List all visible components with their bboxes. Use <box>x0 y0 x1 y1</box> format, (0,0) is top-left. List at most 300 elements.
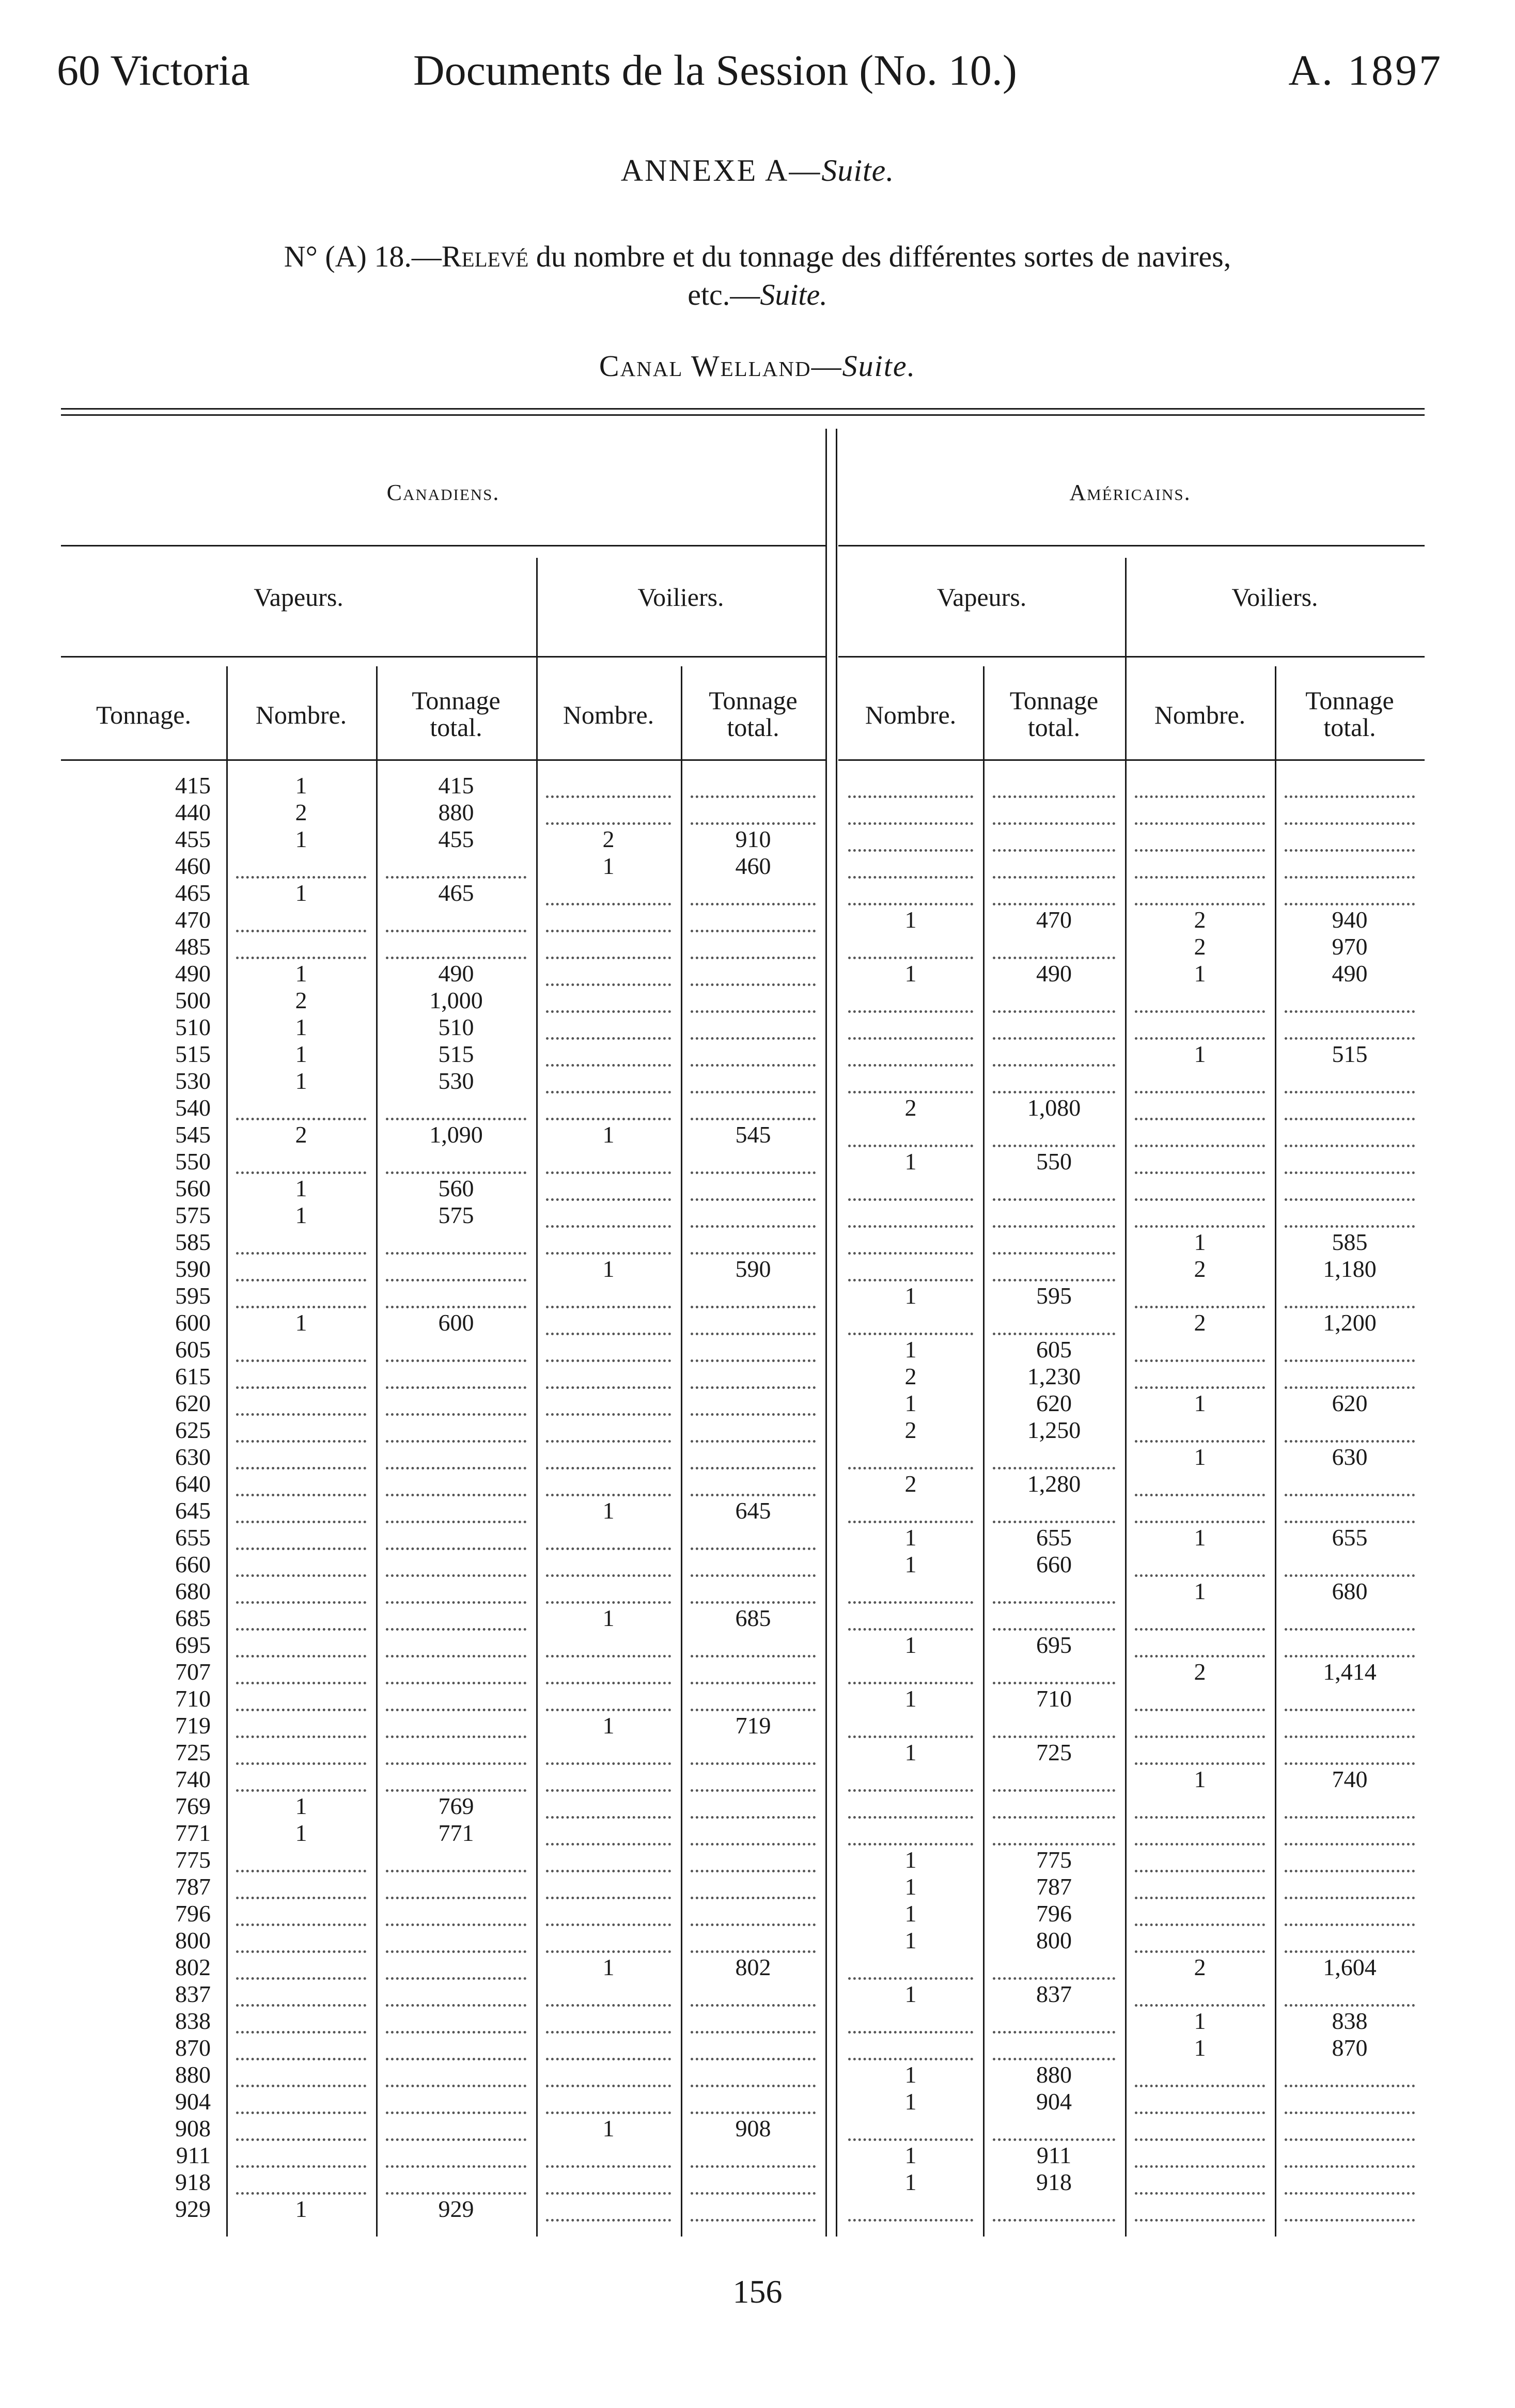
cell-cvn: 1 <box>295 1068 307 1094</box>
dot-leader <box>546 2031 671 2034</box>
cell-avt: 710 <box>1036 1685 1072 1712</box>
cell-cvt <box>379 1551 534 1578</box>
cell-avt <box>986 1121 1122 1148</box>
cell-cvn <box>229 1497 373 1524</box>
dot-leader <box>546 1816 671 1819</box>
running-head <box>57 45 1443 102</box>
dot-leader <box>691 1440 816 1443</box>
cell-asn <box>1128 1175 1272 1202</box>
cell-avt <box>986 2196 1122 2223</box>
dot-leader <box>546 1897 671 1899</box>
dot-leader <box>386 1359 526 1362</box>
dot-leader <box>691 1816 816 1819</box>
dot-leader <box>236 1682 366 1684</box>
cell-cvn <box>229 1390 373 1417</box>
dot-leader <box>1285 795 1415 798</box>
cell-cst <box>683 880 823 906</box>
dot-leader <box>848 1252 973 1255</box>
cell-avt <box>986 1014 1122 1041</box>
dot-leader <box>1135 1091 1265 1093</box>
col-total-4-a: Tonnage <box>1305 686 1394 715</box>
cell-ast <box>1277 1927 1422 1954</box>
section-title <box>0 349 1515 383</box>
table-row <box>61 1578 1425 1605</box>
cell-cvt <box>379 1283 534 1309</box>
cell-cst <box>683 1632 823 1659</box>
col-nombre-1: Nombre. <box>255 700 347 729</box>
dot-leader <box>236 1547 366 1550</box>
cell-cst <box>683 1068 823 1094</box>
cell-cst <box>683 1417 823 1444</box>
annex-suite: Suite. <box>821 153 895 187</box>
dot-leader <box>691 1037 816 1040</box>
dot-leader <box>691 1870 816 1872</box>
cell-ast: 1,200 <box>1323 1309 1377 1336</box>
table-row <box>61 1497 1425 1524</box>
cell-asn: 1 <box>1194 1524 1206 1551</box>
cell-avt <box>986 1175 1122 1202</box>
cell-cvn <box>229 1229 373 1256</box>
dot-leader <box>386 2058 526 2060</box>
cell-csn <box>539 1283 678 1309</box>
cell-asn <box>1128 853 1272 880</box>
dot-leader <box>236 1171 366 1174</box>
cell-cvn <box>229 2142 373 2169</box>
cell-t: 769 <box>175 1793 211 1819</box>
table-row <box>61 2115 1425 2142</box>
dot-leader <box>848 1682 973 1684</box>
cell-ast <box>1277 826 1422 853</box>
dot-leader <box>1285 1494 1415 1496</box>
cell-avt <box>986 1202 1122 1229</box>
cell-csn <box>539 1390 678 1417</box>
cell-t: 640 <box>175 1471 211 1497</box>
cell-avn: 1 <box>904 1632 917 1658</box>
cell-cst <box>683 906 823 933</box>
cell-t: 645 <box>175 1497 211 1524</box>
dot-leader <box>691 983 816 986</box>
cell-t: 500 <box>175 987 211 1013</box>
cell-avt: 490 <box>1036 960 1072 987</box>
dot-leader <box>546 2085 671 2087</box>
dot-leader <box>546 1762 671 1765</box>
cell-t: 415 <box>175 772 211 799</box>
dot-leader <box>848 849 973 852</box>
cell-t: 510 <box>175 1014 211 1040</box>
cell-ast: 655 <box>1332 1524 1368 1551</box>
cell-csn <box>539 2088 678 2115</box>
cell-asn <box>1128 1981 1272 2008</box>
cell-cvn <box>229 906 373 933</box>
cell-csn <box>539 1014 678 1041</box>
dot-leader <box>236 2031 366 2034</box>
cell-avn <box>841 880 980 906</box>
cell-csn <box>539 2008 678 2035</box>
dot-leader <box>848 1037 973 1040</box>
dot-leader <box>1135 1870 1265 1872</box>
table-row <box>61 1551 1425 1578</box>
dot-leader <box>691 1413 816 1416</box>
dot-leader <box>848 2031 973 2034</box>
cell-avt <box>986 1229 1122 1256</box>
cell-ast <box>1277 1793 1422 1820</box>
table-row <box>61 1283 1425 1309</box>
col-total-4 <box>1275 687 1425 741</box>
dot-leader <box>848 2058 973 2060</box>
cell-cvt <box>379 1712 534 1739</box>
cell-csn <box>539 1793 678 1820</box>
cell-cst <box>683 1524 823 1551</box>
dot-leader <box>848 1333 973 1335</box>
cell-avn <box>841 853 980 880</box>
dot-leader <box>1285 1950 1415 1953</box>
dot-leader <box>993 1279 1115 1281</box>
cell-cvt <box>379 1256 534 1283</box>
dot-leader <box>848 1225 973 1228</box>
dot-leader <box>1135 2004 1265 2007</box>
cell-t: 605 <box>175 1336 211 1363</box>
dot-leader <box>386 1171 526 1174</box>
cell-csn <box>539 2196 678 2223</box>
table-row <box>61 1202 1425 1229</box>
dot-leader <box>1135 1816 1265 1819</box>
dot-leader <box>546 1118 671 1120</box>
cell-asn: 2 <box>1194 1256 1206 1282</box>
cell-cvt <box>379 2088 534 2115</box>
cell-ast <box>1277 1417 1422 1444</box>
dot-leader <box>848 1010 973 1013</box>
cell-cvn <box>229 1712 373 1739</box>
cell-cst <box>683 1847 823 1873</box>
dot-leader <box>236 2085 366 2087</box>
cell-avt: 880 <box>1036 2061 1072 2088</box>
dot-leader <box>1135 795 1265 798</box>
cell-asn <box>1128 1014 1272 1041</box>
cell-asn <box>1128 1847 1272 1873</box>
cell-t: 485 <box>175 933 211 960</box>
cell-avn <box>841 2115 980 2142</box>
dot-leader <box>1135 1574 1265 1577</box>
table-row <box>61 987 1425 1014</box>
cell-t: 775 <box>175 1847 211 1873</box>
dot-leader <box>1285 1628 1415 1631</box>
cell-csn <box>539 960 678 987</box>
cell-csn: 2 <box>602 826 615 852</box>
cell-t: 707 <box>175 1659 211 1685</box>
dot-leader <box>546 822 671 825</box>
cell-avt: 800 <box>1036 1927 1072 1953</box>
cell-cst <box>683 987 823 1014</box>
cell-t: 908 <box>175 2115 211 2141</box>
rule-subgroup-left <box>61 656 825 658</box>
cell-cst <box>683 2088 823 2115</box>
col-tonnage: Tonnage. <box>96 700 191 729</box>
col-total-2-a: Tonnage <box>709 686 798 715</box>
cell-t: 655 <box>175 1524 211 1551</box>
cell-ast <box>1277 1820 1422 1847</box>
cell-cst <box>683 1927 823 1954</box>
cell-csn <box>539 1444 678 1471</box>
cell-cvn <box>229 1739 373 1766</box>
cell-ast: 680 <box>1332 1578 1368 1604</box>
col-total-3-a: Tonnage <box>1009 686 1099 715</box>
cell-cvt <box>379 933 534 960</box>
cell-cvn <box>229 1148 373 1175</box>
cell-avt <box>986 2008 1122 2035</box>
cell-t: 470 <box>175 906 211 933</box>
cell-avt: 725 <box>1036 1739 1072 1765</box>
page-number: 156 <box>732 2273 783 2310</box>
cell-cvn <box>229 1981 373 2008</box>
dot-leader <box>691 822 816 825</box>
dot-leader <box>546 1359 671 1362</box>
cell-avn <box>841 1309 980 1336</box>
cell-t: 918 <box>175 2169 211 2195</box>
cell-ast <box>1277 772 1422 799</box>
cell-csn: 1 <box>602 1121 615 1148</box>
dot-leader <box>1135 1359 1265 1362</box>
dot-leader <box>848 1735 973 1738</box>
cell-asn <box>1128 2061 1272 2088</box>
dot-leader <box>1285 2112 1415 2114</box>
dot-leader <box>236 930 366 932</box>
cell-asn: 1 <box>1194 1041 1206 1067</box>
cell-avt <box>986 799 1122 826</box>
dot-leader <box>386 1306 526 1308</box>
cell-avt: 605 <box>1036 1336 1072 1363</box>
dot-leader <box>1135 1655 1265 1658</box>
dot-leader <box>546 1467 671 1469</box>
dot-leader <box>848 822 973 825</box>
cell-cvn <box>229 1954 373 1981</box>
dot-leader <box>1285 1924 1415 1926</box>
cell-avt <box>986 1766 1122 1793</box>
cell-cvn <box>229 1551 373 1578</box>
cell-ast: 1,604 <box>1323 1954 1377 1980</box>
cell-csn: 1 <box>602 1605 615 1631</box>
cell-avn: 1 <box>904 2061 917 2088</box>
table-row <box>61 1444 1425 1471</box>
dot-leader <box>1285 2192 1415 2195</box>
cell-t: 545 <box>175 1121 211 1148</box>
dot-leader <box>1285 2165 1415 2168</box>
dot-leader <box>691 1091 816 1093</box>
cell-asn <box>1128 1497 1272 1524</box>
dot-leader <box>386 1601 526 1604</box>
cell-cvn <box>229 2061 373 2088</box>
table-row <box>61 799 1425 826</box>
cell-ast: 970 <box>1332 933 1368 960</box>
table-row <box>61 2008 1425 2035</box>
cell-t: 595 <box>175 1283 211 1309</box>
cell-ast <box>1277 1981 1422 2008</box>
header-voiliers-canadiens: Voiliers. <box>637 583 724 612</box>
cell-avt: 1,230 <box>1027 1363 1081 1389</box>
cell-avn <box>841 1202 980 1229</box>
cell-cvn <box>229 1578 373 1605</box>
table-row <box>61 1820 1425 1847</box>
cell-t: 465 <box>175 880 211 906</box>
table-row <box>61 1954 1425 1981</box>
cell-ast <box>1277 880 1422 906</box>
dot-leader <box>848 957 973 959</box>
dot-leader <box>1135 1118 1265 1120</box>
dot-leader <box>1285 1870 1415 1872</box>
cell-asn <box>1128 1148 1272 1175</box>
cell-cst <box>683 799 823 826</box>
dot-leader <box>993 1037 1115 1040</box>
cell-ast: 630 <box>1332 1444 1368 1470</box>
cell-cvn <box>229 1766 373 1793</box>
cell-avn: 1 <box>904 1981 917 2007</box>
dot-leader <box>1135 1950 1265 1953</box>
cell-t: 440 <box>175 799 211 825</box>
col-total-3-b: total. <box>1027 713 1081 742</box>
col-total-4-b: total. <box>1323 713 1376 742</box>
cell-asn <box>1128 1417 1272 1444</box>
cell-cvn <box>229 1283 373 1309</box>
dot-leader <box>848 1601 973 1604</box>
cell-avn: 2 <box>904 1094 917 1121</box>
dot-leader <box>691 795 816 798</box>
table-row <box>61 1524 1425 1551</box>
cell-avn: 1 <box>904 1390 917 1416</box>
cell-avn: 2 <box>904 1417 917 1443</box>
cell-t: 796 <box>175 1900 211 1927</box>
dot-leader <box>993 822 1115 825</box>
dot-leader <box>546 1547 671 1550</box>
table-row <box>61 1309 1425 1336</box>
dot-leader <box>236 1655 366 1658</box>
cell-cst: 910 <box>735 826 771 852</box>
cell-t: 660 <box>175 1551 211 1577</box>
cell-cvt: 771 <box>438 1820 474 1846</box>
table-row <box>61 933 1425 960</box>
dot-leader <box>1285 1225 1415 1228</box>
dot-leader <box>691 1494 816 1496</box>
cell-asn <box>1128 2115 1272 2142</box>
dot-leader <box>993 2058 1115 2060</box>
cell-cvn <box>229 1256 373 1283</box>
cell-avn: 1 <box>904 1685 917 1712</box>
cell-cst <box>683 1041 823 1068</box>
cell-cvt <box>379 1148 534 1175</box>
dot-leader <box>386 1440 526 1443</box>
cell-cst <box>683 1363 823 1390</box>
dot-leader <box>993 1843 1115 1846</box>
cell-cvn: 1 <box>295 826 307 852</box>
cell-avt <box>986 1068 1122 1094</box>
cell-csn <box>539 1229 678 1256</box>
cell-asn <box>1128 1094 1272 1121</box>
header-americains: Américains. <box>1069 480 1191 505</box>
dot-leader <box>236 1574 366 1577</box>
dot-leader <box>1285 1816 1415 1819</box>
dot-leader <box>993 1521 1115 1523</box>
dot-leader <box>1135 1440 1265 1443</box>
table-row <box>61 1927 1425 1954</box>
cell-cvn: 1 <box>295 1014 307 1040</box>
cell-cvn: 1 <box>295 880 307 906</box>
cell-csn: 1 <box>602 1497 615 1524</box>
table-row <box>61 1363 1425 1390</box>
table-row <box>61 1766 1425 1793</box>
table-row <box>61 1659 1425 1685</box>
cell-asn <box>1128 1685 1272 1712</box>
dot-leader <box>386 1413 526 1416</box>
dot-leader <box>1285 1897 1415 1899</box>
cell-cvn: 1 <box>295 1820 307 1846</box>
dot-leader <box>1135 1171 1265 1174</box>
cell-t: 880 <box>175 2061 211 2088</box>
cell-cvt <box>379 1417 534 1444</box>
cell-t: 787 <box>175 1873 211 1900</box>
cell-cvn: 2 <box>295 1121 307 1148</box>
cell-cvt <box>379 853 534 880</box>
cell-cvt: 1,000 <box>429 987 483 1013</box>
cell-asn: 1 <box>1194 2035 1206 2061</box>
dot-leader <box>691 1386 816 1389</box>
dot-leader <box>546 1198 671 1201</box>
dot-leader <box>236 1870 366 1872</box>
cell-asn: 1 <box>1194 1390 1206 1416</box>
dot-leader <box>236 2112 366 2114</box>
dot-leader <box>236 957 366 959</box>
dot-leader <box>386 1628 526 1631</box>
cell-cvt <box>379 1336 534 1363</box>
cell-cst <box>683 1551 823 1578</box>
dot-leader <box>386 957 526 959</box>
dot-leader <box>691 1601 816 1604</box>
cell-cvn <box>229 2008 373 2035</box>
dot-leader <box>848 1467 973 1469</box>
cell-csn <box>539 1471 678 1497</box>
cell-t: 725 <box>175 1739 211 1765</box>
dot-leader <box>691 2165 816 2168</box>
dot-leader <box>691 1682 816 1684</box>
cell-ast <box>1277 1712 1422 1739</box>
table-row <box>61 1336 1425 1363</box>
cell-ast <box>1277 2115 1422 2142</box>
cell-cvt: 560 <box>438 1175 474 1201</box>
dot-leader <box>546 1333 671 1335</box>
cell-t: 719 <box>175 1712 211 1739</box>
dot-leader <box>546 1386 671 1389</box>
cell-csn <box>539 1309 678 1336</box>
cell-ast <box>1277 853 1422 880</box>
header-voiliers-americains: Voiliers. <box>1231 583 1318 612</box>
cell-ast <box>1277 1121 1422 1148</box>
cell-ast <box>1277 1900 1422 1927</box>
cell-avt <box>986 853 1122 880</box>
cell-cvt <box>379 2115 534 2142</box>
dot-leader <box>1285 1709 1415 1711</box>
cell-cst <box>683 1094 823 1121</box>
dot-leader <box>386 2004 526 2007</box>
dot-leader <box>386 1467 526 1469</box>
dot-leader <box>993 1682 1115 1684</box>
cell-cvt <box>379 1229 534 1256</box>
cell-t: 904 <box>175 2088 211 2115</box>
cell-cst <box>683 1229 823 1256</box>
cell-cst <box>683 933 823 960</box>
cell-cvn <box>229 1605 373 1632</box>
col-nombre-2: Nombre. <box>563 700 654 729</box>
cell-cst <box>683 1793 823 1820</box>
cell-cvn <box>229 1632 373 1659</box>
cell-avt <box>986 1309 1122 1336</box>
cell-avt <box>986 1659 1122 1685</box>
